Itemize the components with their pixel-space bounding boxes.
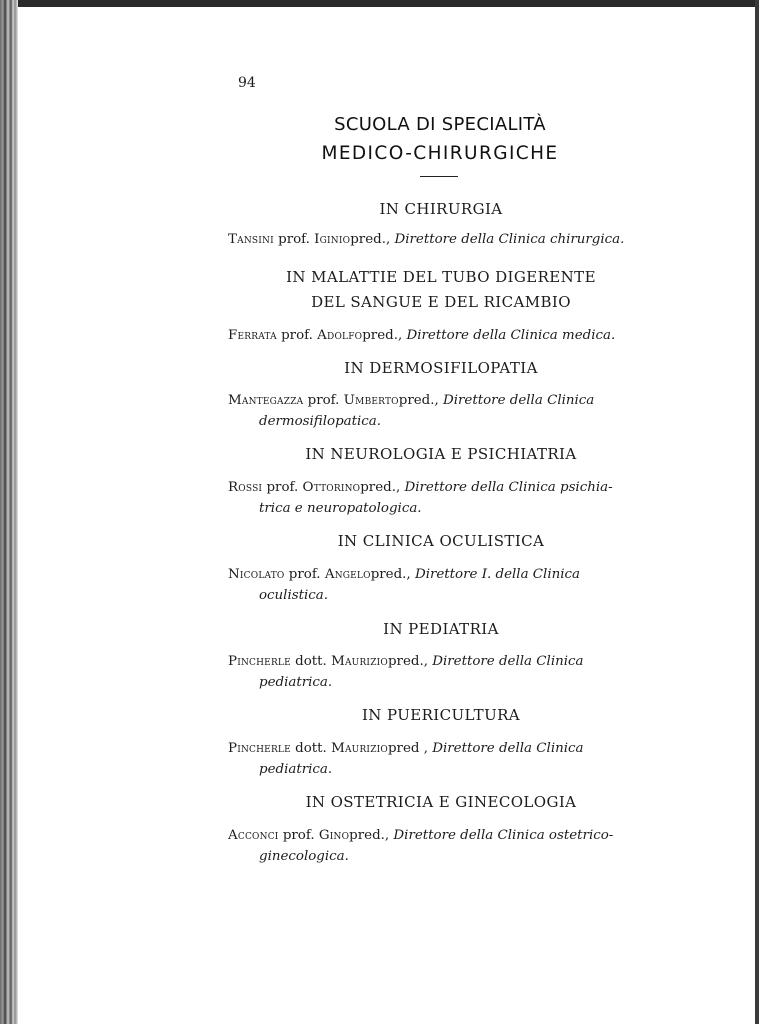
entry-oculistica — [228, 564, 658, 606]
role-continuation: ginecologica. — [259, 849, 349, 864]
role-continuation: pediatrica. — [259, 762, 333, 777]
role-continuation: oculistica. — [259, 588, 329, 603]
rank: prof. — [288, 567, 321, 582]
firstname: Iginio — [314, 232, 351, 247]
rank: prof. — [281, 328, 313, 343]
title-abbr: pred., — [398, 393, 439, 408]
section-heading-malattie: IN MALATTIE DEL TUBO DIGERENTE — [286, 268, 596, 286]
page-number: 94 — [238, 75, 256, 91]
entry-pediatria — [228, 651, 658, 693]
title-abbr: pred., — [360, 480, 401, 495]
surname: Acconci — [228, 828, 279, 843]
section-heading-chirurgia: IN CHIRURGIA — [379, 200, 503, 218]
section-heading-puericultura: IN PUERICULTURA — [361, 706, 521, 724]
section-heading-ostetricia: IN OSTETRICIA E GINECOLOGIA — [305, 793, 577, 811]
firstname: Adolfo — [317, 328, 363, 343]
rank: prof. — [266, 480, 299, 495]
entry-dermosifilopatia — [228, 390, 658, 432]
role-continuation: trica e neuropatologica. — [259, 501, 422, 516]
role-continuation: dermosifilopatica. — [259, 414, 382, 429]
role: Direttore della Clinica — [443, 393, 595, 408]
title-abbr: pred., — [370, 567, 411, 582]
entry-chirurgia — [228, 229, 658, 250]
role: Direttore I. della Clinica — [414, 567, 581, 582]
surname: Nicolato — [228, 567, 285, 582]
title-abbr: pred., — [349, 828, 390, 843]
role: Direttore della Clinica — [432, 654, 584, 669]
section-heading-dermosifilopatia: IN DERMOSIFILOPATIA — [344, 359, 538, 377]
firstname: Gino — [318, 828, 350, 843]
rank: prof. — [278, 232, 310, 247]
firstname: Maurizio — [331, 741, 388, 756]
firstname: Angelo — [324, 567, 371, 582]
entry-puericultura — [228, 738, 658, 780]
surname: Tansini — [228, 232, 274, 247]
role: Direttore della Clinica ostetrico- — [393, 828, 614, 843]
surname: Pincherle — [228, 741, 291, 756]
page-subtitle: MEDICO-CHIRURGICHE — [321, 143, 559, 164]
book-binding-edge — [0, 0, 18, 1024]
role: Direttore della Clinica psichia- — [404, 480, 613, 495]
title-abbr: pred., — [362, 328, 403, 343]
role: Direttore della Clinica — [432, 741, 584, 756]
entry-malattie — [228, 325, 658, 346]
surname: Rossi — [228, 480, 263, 495]
role-continuation: pediatrica. — [259, 675, 333, 690]
title-abbr: pred., — [387, 654, 428, 669]
title-abbr: pred., — [350, 232, 391, 247]
rank: prof. — [307, 393, 340, 408]
title-divider — [420, 176, 458, 177]
section-heading-pediatria: IN PEDIATRIA — [383, 620, 499, 638]
firstname: Umberto — [343, 393, 399, 408]
role: Direttore della Clinica chirurgica. — [394, 232, 625, 247]
surname: Pincherle — [228, 654, 291, 669]
firstname: Ottorino — [302, 480, 361, 495]
section-heading-oculistica: IN CLINICA OCULISTICA — [337, 532, 545, 550]
title-abbr: pred , — [387, 741, 428, 756]
entry-ostetricia — [228, 825, 658, 867]
surname: Mantegazza — [228, 393, 304, 408]
scan-border-top — [0, 0, 759, 7]
entry-neurologia — [228, 477, 658, 519]
role: Direttore della Clinica medica. — [406, 328, 616, 343]
firstname: Maurizio — [331, 654, 388, 669]
rank: dott. — [295, 654, 327, 669]
rank: dott. — [295, 741, 327, 756]
section-heading-neurologia: IN NEUROLOGIA E PSICHIATRIA — [305, 445, 577, 463]
rank: prof. — [282, 828, 315, 843]
section-heading-malattie-line2: DEL SANGUE E DEL RICAMBIO — [311, 293, 571, 311]
page-title: SCUOLA DI SPECIALITÀ — [334, 114, 546, 135]
scan-border-right — [755, 0, 759, 1024]
surname: Ferrata — [228, 328, 277, 343]
